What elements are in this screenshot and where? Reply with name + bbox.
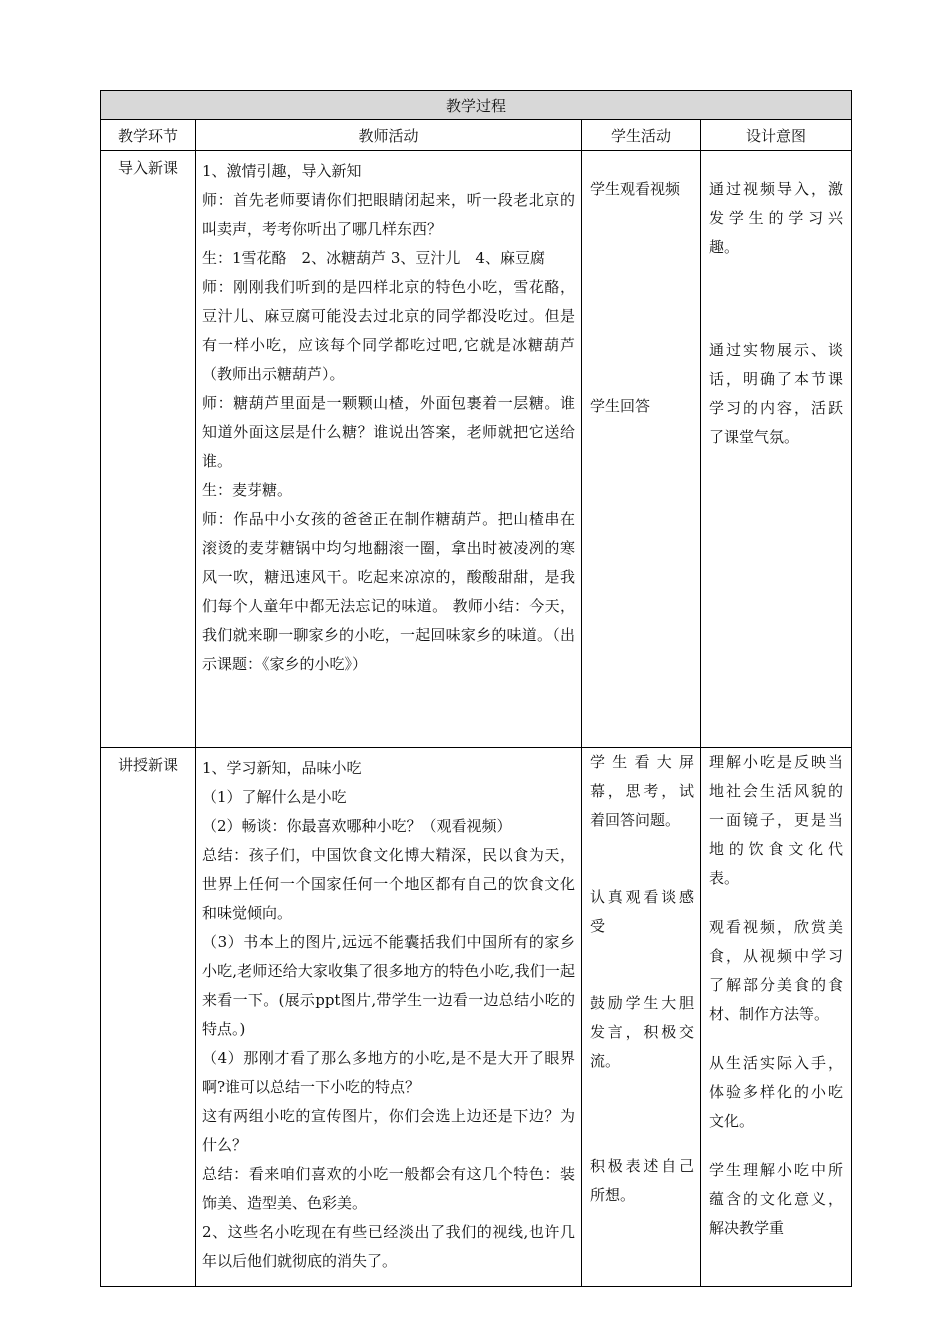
student-note: 学生观看视频 <box>590 180 681 198</box>
teacher-paragraph: 1、学习新知，品味小吃 <box>202 759 362 777</box>
student-note: 鼓励学生大胆发言，积极交流。 <box>590 994 694 1070</box>
stage-cell: 导入新课 <box>101 151 196 748</box>
intent-note: 理解小吃是反映当地社会生活风貌的一面镜子，更是当地的饮食文化代表。 <box>709 753 844 887</box>
teacher-paragraph: 1、激情引趣，导入新知 <box>202 162 362 180</box>
teacher-paragraph: 生：麦芽糖。 <box>202 481 293 499</box>
teacher-activity-cell <box>196 151 582 748</box>
stage-cell: 讲授新课 <box>101 748 196 1287</box>
table-row <box>101 748 852 1287</box>
teacher-activity-cell <box>196 748 582 1287</box>
teacher-paragraph: 师：糖葫芦里面是一颗颗山楂，外面包裹着一层糖。谁知道外面这层是什么糖？谁说出答案，老师就把它送给谁。 <box>202 394 575 470</box>
header-teacher: 教师活动 <box>196 120 582 151</box>
intent-note: 学生理解小吃中所蕴含的文化意义，解决教学重 <box>709 1161 844 1237</box>
design-intent-cell <box>701 748 852 1287</box>
student-note: 学生看大屏幕，思考，试着回答问题。 <box>590 753 694 829</box>
teacher-paragraph: （3）书本上的图片,远远不能囊括我们中国所有的家乡小吃,老师还给大家收集了很多地方的特色小吃,我们一起来看一下。(展示ppt图片,带学生一边看一边总结小吃的特点。) <box>202 933 575 1038</box>
teacher-paragraph: 2、这些名小吃现在有些已经淡出了我们的视线,也许几年以后他们就彻底的消失了。 <box>202 1223 575 1270</box>
teacher-paragraph: （1）了解什么是小吃 <box>202 788 347 806</box>
intent-note: 通过实物展示、谈话，明确了本节课学习的内容，活跃了课堂气氛。 <box>709 341 844 446</box>
teacher-paragraph: 师：首先老师要请你们把眼睛闭起来，听一段老北京的叫卖声，考考你听出了哪几样东西？ <box>202 191 575 238</box>
header-intent: 设计意图 <box>701 120 852 151</box>
student-activity-cell <box>582 151 701 748</box>
intent-note: 从生活实际入手，体验多样化的小吃文化。 <box>709 1054 844 1130</box>
student-note: 认真观看谈感受 <box>590 888 694 935</box>
table-title: 教学过程 <box>101 91 852 120</box>
student-note: 积极表述自己所想。 <box>590 1157 694 1204</box>
table-row <box>101 151 852 748</box>
teacher-paragraph: 生：1雪花酪 2、冰糖葫芦 3、豆汁儿 4、麻豆腐 <box>202 249 545 267</box>
header-student: 学生活动 <box>582 120 701 151</box>
teacher-paragraph: 总结：孩子们，中国饮食文化博大精深，民以食为天，世界上任何一个国家任何一个地区都有自己的饮食文化和味觉倾向。 <box>202 846 575 922</box>
student-note: 学生回答 <box>590 397 651 415</box>
teaching-process-table <box>100 90 852 1287</box>
intent-note: 观看视频，欣赏美食，从视频中学习了解部分美食的食材、制作方法等。 <box>709 918 844 1023</box>
student-activity-cell <box>582 748 701 1287</box>
design-intent-cell <box>701 151 852 748</box>
intent-note: 通过视频导入，激发学生的学习兴趣。 <box>709 180 844 256</box>
teacher-paragraph: 师：刚刚我们听到的是四样北京的特色小吃，雪花酪，豆汁儿、麻豆腐可能没去过北京的同学都没吃过。但是有一样小吃，应该每个同学都吃过吧,它就是冰糖葫芦（教师出示糖葫芦）。 <box>202 278 575 383</box>
teacher-paragraph: 这有两组小吃的宣传图片，你们会选上边还是下边？为什么？ <box>202 1107 575 1154</box>
teacher-paragraph: 总结：看来咱们喜欢的小吃一般都会有这几个特色：装饰美、造型美、色彩美。 <box>202 1165 575 1212</box>
teacher-paragraph: （4）那刚才看了那么多地方的小吃,是不是大开了眼界啊?谁可以总结一下小吃的特点？ <box>202 1049 575 1096</box>
teacher-paragraph: 师：作品中小女孩的爸爸正在制作糖葫芦。把山楂串在滚烫的麦芽糖锅中均匀地翻滚一圈，拿出时被凌冽的寒风一吹，糖迅速风干。吃起来凉凉的，酸酸甜甜，是我们每个人童年中都无法忘记的味道。 教师小结：今天，我们就来聊一聊家乡的小吃，一起回味家乡的味道。（出示课题：《家乡的小吃》） <box>202 510 575 673</box>
header-stage: 教学环节 <box>101 120 196 151</box>
teacher-paragraph: （2）畅谈：你最喜欢哪种小吃？（观看视频） <box>202 817 512 835</box>
